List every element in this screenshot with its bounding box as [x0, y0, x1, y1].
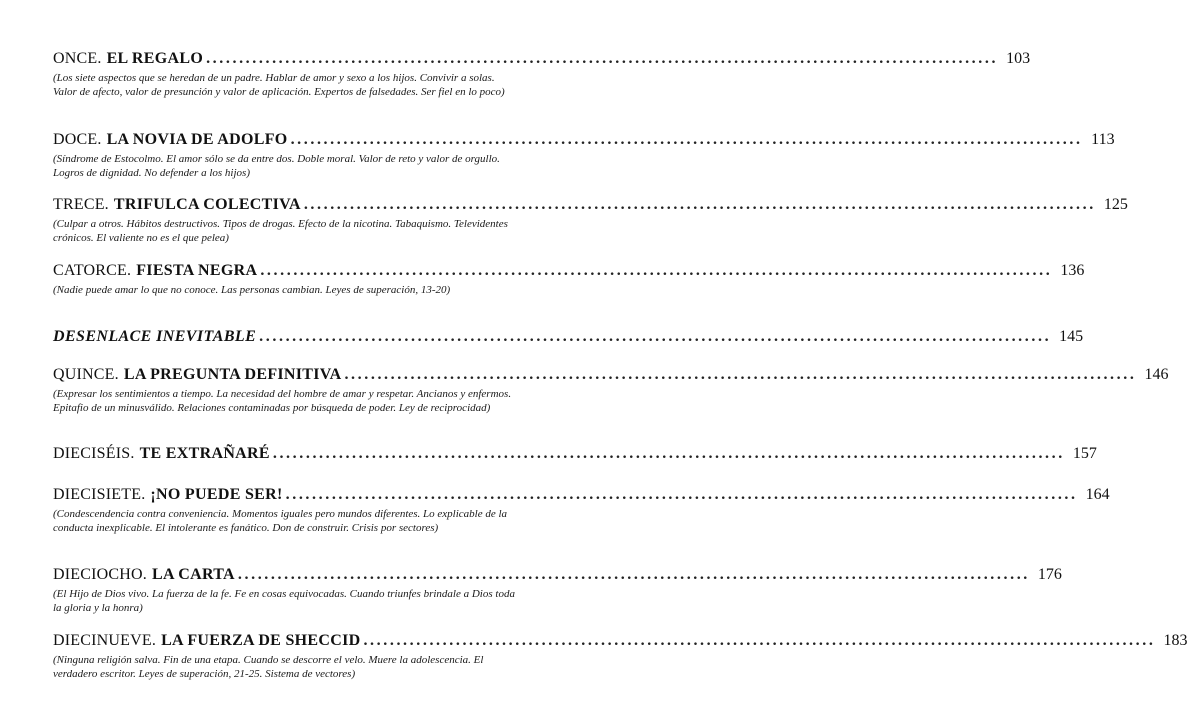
toc-entry-diecinueve — [53, 632, 1187, 681]
dot-leader: ........................................................................................................................ — [303, 196, 1096, 213]
toc-entry-heading — [53, 366, 1169, 384]
chapter-title: TRIFULCA COLECTIVA — [113, 196, 301, 213]
dot-leader: ........................................................................................................................ — [272, 445, 1065, 462]
toc-entry-doce — [53, 131, 1115, 180]
page-number: 145 — [1059, 328, 1084, 345]
page-number: 183 — [1163, 632, 1187, 649]
page-number: 146 — [1144, 366, 1169, 383]
toc-entry-trece — [53, 196, 1128, 245]
chapter-number: DIECINUEVE. — [53, 632, 157, 649]
toc-entry-heading — [53, 262, 1085, 280]
page-number: 113 — [1091, 131, 1115, 148]
toc-entry-quince — [53, 366, 1169, 415]
chapter-number: DIECISÉIS. — [53, 445, 135, 462]
chapter-title: EL REGALO — [106, 50, 204, 67]
chapter-summary: (El Hijo de Dios vivo. La fuerza de la fe. Fe en cosas equivocadas. Cuando triunfes brindale a Dios toda la gloria y la honra) — [53, 588, 515, 614]
dot-leader: ........................................................................................................................ — [259, 328, 1052, 345]
toc-entry-dieciocho — [53, 566, 1062, 615]
chapter-number: ONCE. — [53, 50, 102, 67]
page-number: 157 — [1072, 445, 1097, 462]
toc-entry-heading — [53, 196, 1128, 214]
toc-entry-heading — [53, 50, 1031, 68]
chapter-title: ¡NO PUEDE SER! — [150, 486, 283, 503]
chapter-summary: (Los siete aspectos que se heredan de un padre. Hablar de amor y sexo a los hijos. Convivir a solas. Valor de afecto, valor de presunción y valor de aplicación. Expertos de falsedades. Ser fiel en lo poco) — [53, 72, 505, 98]
section-title: DESENLACE INEVITABLE — [53, 328, 257, 345]
chapter-summary: (Culpar a otros. Hábitos destructivos. Tipos de drogas. Efecto de la nicotina. Tabaquismo. Televidentes crónicos. El valiente no es el que pelea) — [53, 218, 508, 244]
toc-entry-heading — [53, 566, 1062, 584]
chapter-number: DIECISIETE. — [53, 486, 146, 503]
dot-leader: ........................................................................................................................ — [237, 566, 1030, 583]
chapter-title: TE EXTRAÑARÉ — [139, 445, 270, 462]
chapter-summary: (Expresar los sentimientos a tiempo. La necesidad del hombre de amar y respetar. Ancianos y enfermos. Epitafio de un minusválido. Relaciones contaminadas por búsqueda de poder. Ley de reciprocidad) — [53, 388, 512, 414]
dot-leader: ........................................................................................................................ — [290, 131, 1083, 148]
chapter-title: LA FUERZA DE SHECCID — [161, 632, 361, 649]
chapter-number: QUINCE. — [53, 366, 119, 383]
chapter-number: CATORCE. — [53, 262, 132, 279]
chapter-number: DIECIOCHO. — [53, 566, 147, 583]
chapter-title: LA PREGUNTA DEFINITIVA — [123, 366, 342, 383]
dot-leader: ........................................................................................................................ — [344, 366, 1137, 383]
toc-entry-diecisiete — [53, 486, 1110, 535]
chapter-summary: (Nadie puede amar lo que no conoce. Las personas cambian. Leyes de superación, 13-20) — [53, 284, 451, 296]
page-number: 164 — [1085, 486, 1110, 503]
chapter-summary: (Ninguna religión salva. Fin de una etapa. Cuando se descorre el velo. Muere la adolescencia. El verdadero escritor. Leyes de superación, 21-25. Sistema de vectores) — [53, 654, 484, 680]
toc-entry-desenlace — [53, 328, 1084, 346]
page-number: 136 — [1060, 262, 1085, 279]
dot-leader: ........................................................................................................................ — [260, 262, 1053, 279]
toc-entry-heading — [53, 131, 1115, 149]
page-number: 103 — [1006, 50, 1031, 67]
page-number: 125 — [1103, 196, 1128, 213]
chapter-number: DOCE. — [53, 131, 102, 148]
page-number: 176 — [1037, 566, 1062, 583]
toc-entry-heading — [53, 486, 1110, 504]
chapter-summary: (Síndrome de Estocolmo. El amor sólo se da entre dos. Doble moral. Valor de reto y valor de orgullo. Logros de dignidad. No defender a los hijos) — [53, 153, 500, 179]
chapter-title: LA NOVIA DE ADOLFO — [106, 131, 288, 148]
toc-entry-dieciseis — [53, 445, 1097, 463]
dot-leader: ........................................................................................................................ — [206, 50, 999, 67]
toc-entry-catorce — [53, 262, 1085, 297]
chapter-summary: (Condescendencia contra conveniencia. Momentos iguales pero mundos diferentes. Lo explicable de la conducta inexplicable. El intolerante es fanático. Don de construir. Crisis por sectores) — [53, 508, 508, 534]
dot-leader: ........................................................................................................................ — [285, 486, 1078, 503]
toc-entry-once — [53, 50, 1031, 99]
toc-entry-heading — [53, 632, 1187, 650]
toc-entry-heading — [53, 328, 1084, 346]
chapter-number: TRECE. — [53, 196, 109, 213]
chapter-title: LA CARTA — [152, 566, 235, 583]
chapter-title: FIESTA NEGRA — [136, 262, 258, 279]
toc-entry-heading — [53, 445, 1097, 463]
dot-leader: ........................................................................................................................ — [363, 632, 1156, 649]
